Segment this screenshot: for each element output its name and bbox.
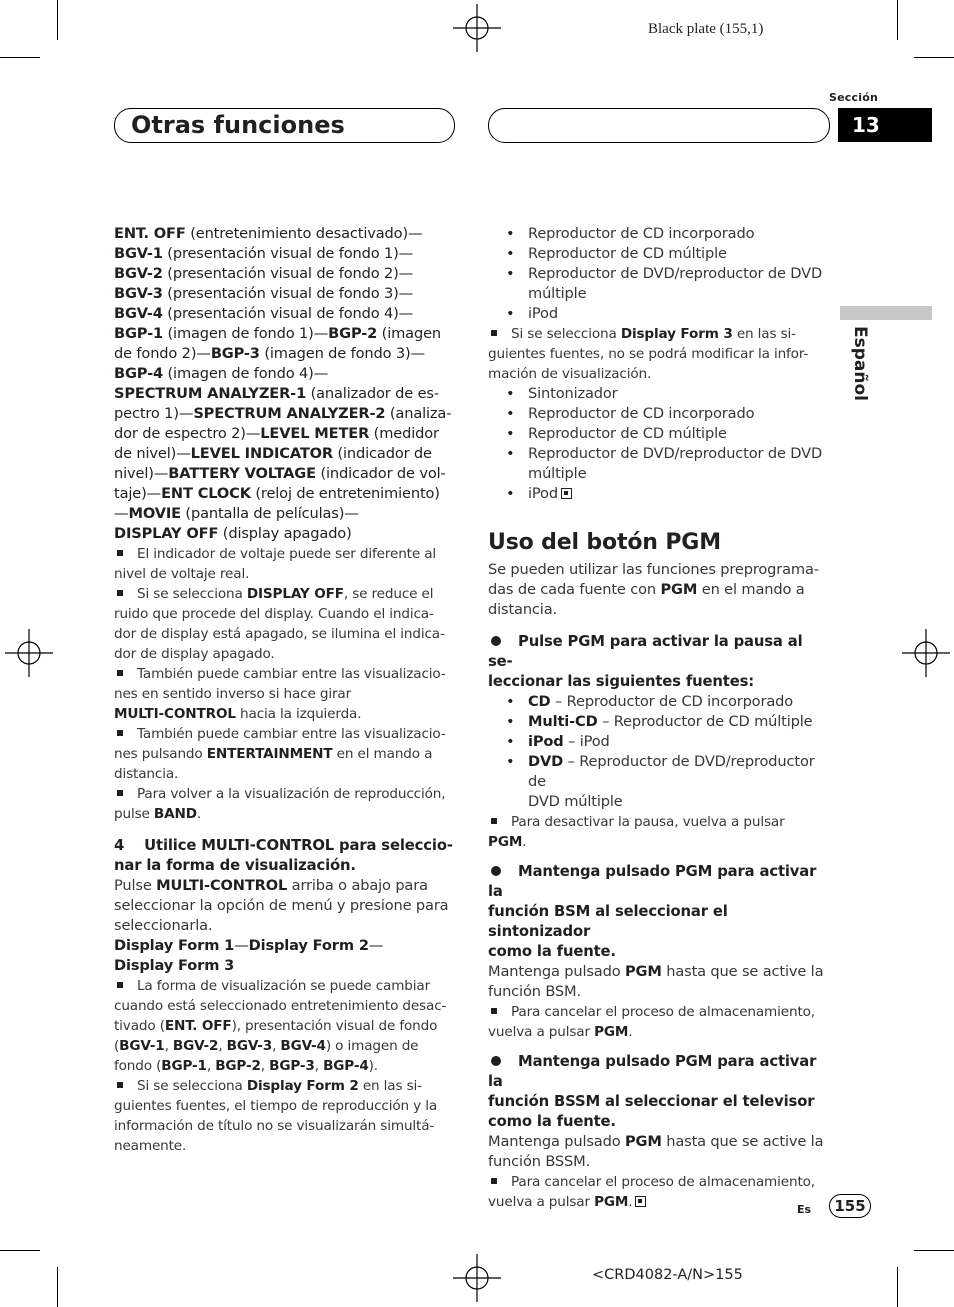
right-column (488, 224, 832, 1212)
step-body: Pulse MULTI-CONTROL arriba o abajo para seleccionar la opción de menú y presione para seleccionarla. (114, 877, 449, 934)
language-tab: Español (850, 326, 870, 401)
list-item: • DVD – Reproductor de DVD/reproductor de DVD múltiple (488, 752, 832, 812)
list-item: • Reproductor de CD múltiple (488, 244, 832, 264)
registration-mark (453, 1254, 501, 1302)
note: Si se selecciona Display Form 3 en las si- guientes fuentes, no se podrá modificar la infor- mación de visualización. (488, 326, 809, 382)
form-options: Display Form 1—Display Form 2— Display Form 3 (114, 937, 384, 974)
list-item: • Multi-CD – Reproductor de CD múltiple (488, 712, 832, 732)
crop-mark (57, 0, 58, 40)
section-heading: Uso del botón PGM (488, 530, 721, 555)
crop-mark (914, 57, 954, 58)
list-item: • Reproductor de DVD/reproductor de DVD múltiple (488, 264, 832, 304)
note: Para volver a la visualización de reproducción, pulse BAND. (114, 786, 446, 822)
section-number: 13 (838, 108, 932, 142)
list-item: • Reproductor de CD múltiple (488, 424, 832, 444)
note: Para cancelar el proceso de almacenamiento, vuelva a pulsar PGM. (488, 1004, 815, 1040)
chapter-title-box (114, 108, 455, 143)
page-number: 155 (829, 1194, 871, 1218)
list-item: • Sintonizador (488, 384, 832, 404)
step-body: Mantenga pulsado PGM hasta que se active la función BSSM. (488, 1133, 824, 1170)
plate-label: Black plate (155,1) (648, 21, 764, 37)
registration-mark (453, 4, 501, 52)
crop-mark (897, 0, 898, 40)
list-item: • iPod – iPod (488, 732, 832, 752)
list-item: • CD – Reproductor de CD incorporado (488, 692, 832, 712)
step-heading: Pulse PGM para activar la pausa al se- leccionar las siguientes fuentes: (488, 633, 803, 690)
note: Si se selecciona DISPLAY OFF, se reduce el ruido que procede del display. Cuando el indica- dor de display está apagado, se ilumina el indica- dor de display apagado. (114, 586, 445, 662)
crop-mark (897, 1267, 898, 1307)
crop-mark (57, 1267, 58, 1307)
job-code: <CRD4082-A/N>155 (592, 1267, 743, 1283)
display-items: ENT. OFF (entretenimiento desactivado)— BGV-1 (presentación visual de fondo 1)— BGV-2 (presentación visual de fondo 2)— BGV-3 (presentación visual de fondo 3)— BGV-4 (presentación visual de fondo 4)— BGP-1 (imagen de fondo 1)—BGP-2 (imagen de fondo 2)—BGP-3 (imagen de fondo 3)— BGP-4 (imagen de fondo 4)— SPECTRUM ANALYZER-1 (analizador de es- pectro 1)—SPECTRUM ANALYZER-2 (analiza- dor de espectro 2)—LEVEL METER (medidor de nivel)—LEVEL INDICATOR (indicador de nivel)—BATTERY VOLTAGE (indicador de vol- taje)—ENT CLOCK (reloj de entretenimiento) —MOVIE (pantalla de películas)— DISPLAY OFF (display apagado) (114, 225, 452, 542)
crop-mark (914, 1250, 954, 1251)
registration-mark (5, 629, 53, 677)
list-item (488, 484, 832, 504)
chapter-title: Otras funciones (131, 111, 345, 139)
note: Si se selecciona Display Form 2 en las si- guientes fuentes, el tiempo de reproducción y la información de título no se visualizarán simultá- neamente. (114, 1078, 438, 1154)
note: Para cancelar el proceso de almacenamiento, vuelva a pulsar PGM. (488, 1174, 815, 1210)
left-column (114, 224, 458, 1156)
language-code: Es (797, 1203, 812, 1216)
registration-mark (902, 629, 950, 677)
step-heading: Mantenga pulsado PGM para activar la función BSM al seleccionar el sintonizador como la fuente. (488, 863, 817, 960)
end-mark-icon (561, 488, 572, 499)
intro-text: Se pueden utilizar las funciones preprograma- das de cada fuente con PGM en el mando a distancia. (488, 561, 819, 618)
list-item: • Reproductor de CD incorporado (488, 224, 832, 244)
step-heading: 4 Utilice MULTI-CONTROL para seleccio- nar la forma de visualización. (114, 837, 453, 874)
list-item: • Reproductor de DVD/reproductor de DVD múltiple (488, 444, 832, 484)
note: El indicador de voltaje puede ser diferente al nivel de voltaje real. (114, 546, 437, 582)
note: También puede cambiar entre las visualizacio- nes pulsando ENTERTAINMENT en el mando a distancia. (114, 726, 446, 782)
section-label: Sección (829, 91, 878, 104)
list-item: • iPod (488, 304, 832, 324)
list-item-text: iPod (528, 485, 558, 502)
crop-mark (0, 57, 40, 58)
crop-mark (0, 1250, 40, 1251)
list-item: • Reproductor de CD incorporado (488, 404, 832, 424)
step-heading: Mantenga pulsado PGM para activar la función BSSM al seleccionar el televisor como la fuente. (488, 1053, 817, 1130)
note: La forma de visualización se puede cambiar cuando está seleccionado entretenimiento desac- tivado (ENT. OFF), presentación visual de fondo (BGV-1, BGV-2, BGV-3, BGV-4) o imagen de fondo (BGP-1, BGP-2, BGP-3, BGP-4). (114, 978, 447, 1074)
step-body: Mantenga pulsado PGM hasta que se active la función BSM. (488, 963, 824, 1000)
note: También puede cambiar entre las visualizacio- nes en sentido inverso si hace girar MULTI-CONTROL hacia la izquierda. (114, 666, 446, 722)
header-blank-box (488, 108, 830, 143)
language-tab-bar (840, 306, 932, 320)
note: Para desactivar la pausa, vuelva a pulsar PGM. (488, 814, 785, 850)
end-mark-icon (635, 1196, 646, 1207)
